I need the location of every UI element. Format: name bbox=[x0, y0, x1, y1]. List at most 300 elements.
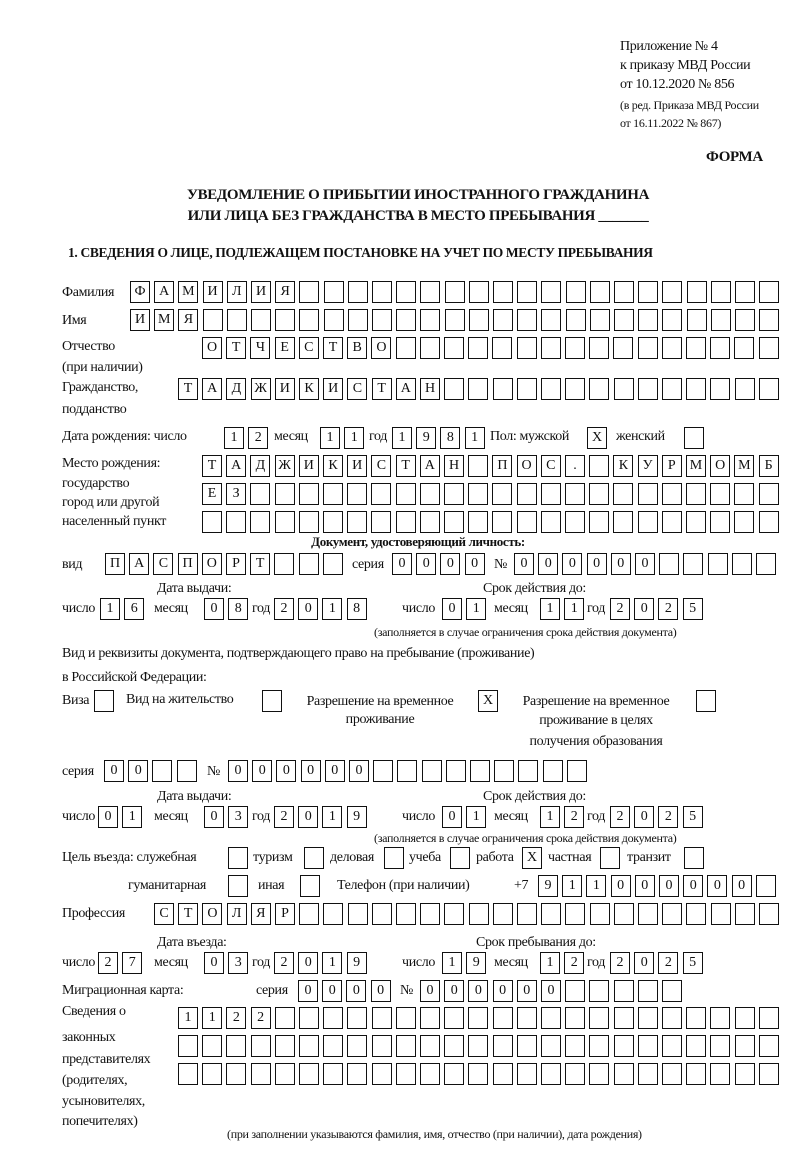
char-cell[interactable]: 2 bbox=[658, 598, 678, 620]
char-cell[interactable]: И bbox=[275, 378, 295, 400]
char-cell[interactable]: Т bbox=[178, 378, 198, 400]
char-cell[interactable]: П bbox=[105, 553, 125, 575]
char-cell[interactable] bbox=[275, 309, 295, 331]
char-cell[interactable] bbox=[541, 378, 561, 400]
char-cell[interactable] bbox=[468, 511, 488, 533]
char-cell[interactable]: Т bbox=[250, 553, 270, 575]
char-cell[interactable] bbox=[226, 1035, 246, 1057]
char-cell[interactable] bbox=[756, 553, 776, 575]
char-cell[interactable] bbox=[468, 1035, 488, 1057]
char-cell[interactable]: А bbox=[129, 553, 149, 575]
char-cell[interactable]: С bbox=[154, 903, 174, 925]
char-cell[interactable]: О bbox=[371, 337, 391, 359]
char-cell[interactable] bbox=[735, 378, 755, 400]
char-cell[interactable]: 0 bbox=[204, 806, 224, 828]
char-cell[interactable]: 0 bbox=[371, 980, 391, 1002]
char-cell[interactable] bbox=[565, 903, 585, 925]
char-cell[interactable] bbox=[734, 483, 754, 505]
char-cell[interactable] bbox=[735, 903, 755, 925]
char-cell[interactable] bbox=[251, 1035, 271, 1057]
char-cell[interactable] bbox=[420, 309, 440, 331]
char-cell[interactable] bbox=[469, 903, 489, 925]
char-cell[interactable] bbox=[323, 1063, 343, 1085]
char-cell[interactable] bbox=[686, 1035, 706, 1057]
char-cell[interactable] bbox=[638, 980, 658, 1002]
char-cell[interactable] bbox=[614, 378, 634, 400]
char-cell[interactable]: 8 bbox=[347, 598, 367, 620]
char-cell[interactable] bbox=[203, 309, 223, 331]
char-cell[interactable] bbox=[420, 511, 440, 533]
char-cell[interactable]: 2 bbox=[274, 952, 294, 974]
char-cell[interactable]: 0 bbox=[444, 980, 464, 1002]
char-cell[interactable]: 1 bbox=[122, 806, 142, 828]
char-cell[interactable]: 1 bbox=[564, 598, 584, 620]
trp-checkbox[interactable]: X bbox=[478, 690, 498, 712]
char-cell[interactable] bbox=[251, 1063, 271, 1085]
char-cell[interactable] bbox=[613, 483, 633, 505]
char-cell[interactable]: Ф bbox=[130, 281, 150, 303]
char-cell[interactable] bbox=[470, 760, 490, 782]
char-cell[interactable] bbox=[541, 337, 561, 359]
char-cell[interactable]: М bbox=[734, 455, 754, 477]
char-cell[interactable] bbox=[299, 1063, 319, 1085]
char-cell[interactable]: З bbox=[226, 483, 246, 505]
char-cell[interactable]: 0 bbox=[128, 760, 148, 782]
char-cell[interactable] bbox=[396, 309, 416, 331]
char-cell[interactable] bbox=[710, 1035, 730, 1057]
char-cell[interactable] bbox=[445, 309, 465, 331]
char-cell[interactable] bbox=[686, 1063, 706, 1085]
char-cell[interactable] bbox=[735, 1007, 755, 1029]
char-cell[interactable] bbox=[420, 1063, 440, 1085]
char-cell[interactable] bbox=[492, 511, 512, 533]
char-cell[interactable]: Б bbox=[759, 455, 779, 477]
char-cell[interactable]: А bbox=[226, 455, 246, 477]
char-cell[interactable] bbox=[444, 378, 464, 400]
char-cell[interactable] bbox=[493, 1035, 513, 1057]
char-cell[interactable] bbox=[372, 1007, 392, 1029]
char-cell[interactable] bbox=[420, 903, 440, 925]
char-cell[interactable] bbox=[686, 483, 706, 505]
char-cell[interactable] bbox=[396, 511, 416, 533]
purpose-private-checkbox[interactable] bbox=[600, 847, 620, 869]
char-cell[interactable]: Н bbox=[444, 455, 464, 477]
residence-checkbox[interactable] bbox=[262, 690, 282, 712]
char-cell[interactable] bbox=[396, 1035, 416, 1057]
char-cell[interactable] bbox=[444, 1035, 464, 1057]
char-cell[interactable] bbox=[589, 980, 609, 1002]
char-cell[interactable] bbox=[323, 1035, 343, 1057]
char-cell[interactable]: М bbox=[154, 309, 174, 331]
char-cell[interactable] bbox=[759, 511, 779, 533]
char-cell[interactable] bbox=[638, 1035, 658, 1057]
char-cell[interactable] bbox=[323, 553, 343, 575]
char-cell[interactable]: С bbox=[299, 337, 319, 359]
char-cell[interactable]: 8 bbox=[440, 427, 460, 449]
char-cell[interactable] bbox=[756, 875, 776, 897]
char-cell[interactable]: 1 bbox=[466, 598, 486, 620]
char-cell[interactable]: 2 bbox=[564, 806, 584, 828]
char-cell[interactable]: 0 bbox=[442, 598, 462, 620]
char-cell[interactable] bbox=[732, 553, 752, 575]
char-cell[interactable]: Т bbox=[396, 455, 416, 477]
char-cell[interactable]: 0 bbox=[541, 980, 561, 1002]
char-cell[interactable]: 0 bbox=[634, 952, 654, 974]
char-cell[interactable]: 9 bbox=[466, 952, 486, 974]
char-cell[interactable]: 0 bbox=[538, 553, 558, 575]
char-cell[interactable]: 9 bbox=[538, 875, 558, 897]
char-cell[interactable]: П bbox=[178, 553, 198, 575]
char-cell[interactable] bbox=[227, 309, 247, 331]
char-cell[interactable] bbox=[710, 1007, 730, 1029]
char-cell[interactable]: . bbox=[565, 455, 585, 477]
char-cell[interactable]: Т bbox=[178, 903, 198, 925]
char-cell[interactable] bbox=[565, 378, 585, 400]
char-cell[interactable] bbox=[299, 281, 319, 303]
char-cell[interactable] bbox=[299, 903, 319, 925]
char-cell[interactable] bbox=[396, 1063, 416, 1085]
char-cell[interactable] bbox=[541, 1035, 561, 1057]
char-cell[interactable] bbox=[662, 337, 682, 359]
char-cell[interactable] bbox=[589, 511, 609, 533]
char-cell[interactable] bbox=[759, 1063, 779, 1085]
char-cell[interactable] bbox=[541, 1007, 561, 1029]
char-cell[interactable]: И bbox=[299, 455, 319, 477]
char-cell[interactable]: 0 bbox=[683, 875, 703, 897]
char-cell[interactable]: 0 bbox=[468, 980, 488, 1002]
char-cell[interactable] bbox=[468, 483, 488, 505]
char-cell[interactable] bbox=[517, 337, 537, 359]
char-cell[interactable] bbox=[468, 337, 488, 359]
char-cell[interactable] bbox=[686, 378, 706, 400]
char-cell[interactable] bbox=[177, 760, 197, 782]
char-cell[interactable] bbox=[517, 483, 537, 505]
char-cell[interactable]: 0 bbox=[204, 598, 224, 620]
char-cell[interactable] bbox=[565, 483, 585, 505]
char-cell[interactable]: 0 bbox=[634, 806, 654, 828]
char-cell[interactable]: Е bbox=[275, 337, 295, 359]
char-cell[interactable] bbox=[396, 903, 416, 925]
char-cell[interactable] bbox=[686, 903, 706, 925]
char-cell[interactable]: 2 bbox=[98, 952, 118, 974]
char-cell[interactable]: Я bbox=[178, 309, 198, 331]
char-cell[interactable] bbox=[759, 1007, 779, 1029]
char-cell[interactable] bbox=[250, 511, 270, 533]
char-cell[interactable] bbox=[659, 553, 679, 575]
purpose-work-checkbox[interactable]: X bbox=[522, 847, 542, 869]
char-cell[interactable] bbox=[734, 511, 754, 533]
char-cell[interactable]: 2 bbox=[248, 427, 268, 449]
char-cell[interactable]: 2 bbox=[251, 1007, 271, 1029]
char-cell[interactable]: 0 bbox=[298, 806, 318, 828]
char-cell[interactable]: К bbox=[323, 455, 343, 477]
char-cell[interactable]: 2 bbox=[226, 1007, 246, 1029]
char-cell[interactable]: 0 bbox=[635, 553, 655, 575]
char-cell[interactable] bbox=[468, 1063, 488, 1085]
char-cell[interactable] bbox=[348, 309, 368, 331]
char-cell[interactable] bbox=[711, 903, 731, 925]
char-cell[interactable]: 0 bbox=[635, 875, 655, 897]
purpose-study-checkbox[interactable] bbox=[450, 847, 470, 869]
char-cell[interactable] bbox=[541, 483, 561, 505]
char-cell[interactable] bbox=[371, 483, 391, 505]
char-cell[interactable] bbox=[638, 378, 658, 400]
char-cell[interactable] bbox=[638, 1063, 658, 1085]
char-cell[interactable]: 9 bbox=[416, 427, 436, 449]
char-cell[interactable]: 1 bbox=[344, 427, 364, 449]
char-cell[interactable]: С bbox=[153, 553, 173, 575]
char-cell[interactable] bbox=[662, 281, 682, 303]
char-cell[interactable]: 5 bbox=[683, 952, 703, 974]
char-cell[interactable] bbox=[178, 1063, 198, 1085]
char-cell[interactable] bbox=[372, 281, 392, 303]
char-cell[interactable]: А bbox=[154, 281, 174, 303]
purpose-business-checkbox[interactable] bbox=[384, 847, 404, 869]
char-cell[interactable] bbox=[493, 281, 513, 303]
char-cell[interactable] bbox=[565, 1063, 585, 1085]
char-cell[interactable]: 0 bbox=[732, 875, 752, 897]
char-cell[interactable]: 2 bbox=[658, 952, 678, 974]
char-cell[interactable] bbox=[589, 455, 609, 477]
char-cell[interactable]: Т bbox=[202, 455, 222, 477]
char-cell[interactable]: 0 bbox=[98, 806, 118, 828]
char-cell[interactable] bbox=[348, 281, 368, 303]
char-cell[interactable] bbox=[517, 511, 537, 533]
char-cell[interactable]: 1 bbox=[586, 875, 606, 897]
char-cell[interactable]: 0 bbox=[562, 553, 582, 575]
char-cell[interactable]: С bbox=[347, 378, 367, 400]
char-cell[interactable] bbox=[590, 309, 610, 331]
char-cell[interactable] bbox=[662, 309, 682, 331]
char-cell[interactable]: 0 bbox=[420, 980, 440, 1002]
char-cell[interactable] bbox=[711, 309, 731, 331]
char-cell[interactable] bbox=[710, 1063, 730, 1085]
char-cell[interactable] bbox=[250, 483, 270, 505]
char-cell[interactable]: 0 bbox=[442, 806, 462, 828]
char-cell[interactable] bbox=[711, 281, 731, 303]
char-cell[interactable] bbox=[590, 281, 610, 303]
trpe-checkbox[interactable] bbox=[696, 690, 716, 712]
char-cell[interactable] bbox=[517, 281, 537, 303]
char-cell[interactable] bbox=[541, 903, 561, 925]
char-cell[interactable] bbox=[202, 511, 222, 533]
char-cell[interactable] bbox=[347, 483, 367, 505]
char-cell[interactable] bbox=[735, 1063, 755, 1085]
char-cell[interactable] bbox=[251, 309, 271, 331]
char-cell[interactable] bbox=[662, 378, 682, 400]
char-cell[interactable] bbox=[493, 903, 513, 925]
char-cell[interactable]: 1 bbox=[202, 1007, 222, 1029]
char-cell[interactable]: М bbox=[178, 281, 198, 303]
char-cell[interactable]: 5 bbox=[683, 806, 703, 828]
char-cell[interactable] bbox=[202, 1063, 222, 1085]
char-cell[interactable]: Ж bbox=[251, 378, 271, 400]
char-cell[interactable]: К bbox=[299, 378, 319, 400]
char-cell[interactable]: 0 bbox=[587, 553, 607, 575]
char-cell[interactable] bbox=[566, 281, 586, 303]
char-cell[interactable] bbox=[734, 337, 754, 359]
char-cell[interactable] bbox=[348, 903, 368, 925]
char-cell[interactable]: А bbox=[202, 378, 222, 400]
char-cell[interactable] bbox=[662, 903, 682, 925]
char-cell[interactable] bbox=[613, 511, 633, 533]
char-cell[interactable]: 2 bbox=[564, 952, 584, 974]
char-cell[interactable] bbox=[614, 903, 634, 925]
char-cell[interactable] bbox=[372, 1035, 392, 1057]
purpose-official-checkbox[interactable] bbox=[228, 847, 248, 869]
char-cell[interactable] bbox=[468, 455, 488, 477]
char-cell[interactable]: 3 bbox=[228, 806, 248, 828]
char-cell[interactable] bbox=[178, 1035, 198, 1057]
char-cell[interactable]: 0 bbox=[392, 553, 412, 575]
char-cell[interactable]: 2 bbox=[610, 598, 630, 620]
char-cell[interactable]: 2 bbox=[274, 806, 294, 828]
char-cell[interactable] bbox=[662, 1007, 682, 1029]
char-cell[interactable] bbox=[493, 378, 513, 400]
char-cell[interactable] bbox=[735, 309, 755, 331]
char-cell[interactable] bbox=[589, 378, 609, 400]
char-cell[interactable] bbox=[517, 1035, 537, 1057]
char-cell[interactable] bbox=[299, 483, 319, 505]
char-cell[interactable]: Р bbox=[275, 903, 295, 925]
char-cell[interactable] bbox=[275, 511, 295, 533]
char-cell[interactable] bbox=[710, 378, 730, 400]
char-cell[interactable] bbox=[299, 309, 319, 331]
char-cell[interactable] bbox=[517, 1007, 537, 1029]
char-cell[interactable] bbox=[589, 337, 609, 359]
sex-female-checkbox[interactable] bbox=[684, 427, 704, 449]
char-cell[interactable] bbox=[396, 1007, 416, 1029]
char-cell[interactable] bbox=[371, 511, 391, 533]
char-cell[interactable]: Я bbox=[251, 903, 271, 925]
char-cell[interactable]: 1 bbox=[540, 598, 560, 620]
char-cell[interactable] bbox=[759, 309, 779, 331]
char-cell[interactable] bbox=[324, 281, 344, 303]
char-cell[interactable] bbox=[420, 337, 440, 359]
char-cell[interactable]: С bbox=[371, 455, 391, 477]
char-cell[interactable] bbox=[275, 1035, 295, 1057]
char-cell[interactable] bbox=[275, 1063, 295, 1085]
char-cell[interactable] bbox=[686, 337, 706, 359]
char-cell[interactable] bbox=[614, 1035, 634, 1057]
char-cell[interactable] bbox=[492, 337, 512, 359]
char-cell[interactable] bbox=[565, 1007, 585, 1029]
char-cell[interactable] bbox=[710, 511, 730, 533]
char-cell[interactable] bbox=[614, 1063, 634, 1085]
char-cell[interactable] bbox=[638, 309, 658, 331]
char-cell[interactable]: 0 bbox=[514, 553, 534, 575]
char-cell[interactable] bbox=[759, 1035, 779, 1057]
char-cell[interactable]: Д bbox=[250, 455, 270, 477]
char-cell[interactable] bbox=[614, 281, 634, 303]
char-cell[interactable]: 2 bbox=[610, 952, 630, 974]
char-cell[interactable]: Л bbox=[227, 281, 247, 303]
char-cell[interactable] bbox=[638, 511, 658, 533]
char-cell[interactable] bbox=[517, 903, 537, 925]
char-cell[interactable] bbox=[444, 903, 464, 925]
char-cell[interactable] bbox=[638, 903, 658, 925]
char-cell[interactable]: И bbox=[323, 378, 343, 400]
char-cell[interactable]: Р bbox=[226, 553, 246, 575]
char-cell[interactable] bbox=[492, 483, 512, 505]
char-cell[interactable]: 1 bbox=[442, 952, 462, 974]
char-cell[interactable]: 3 bbox=[228, 952, 248, 974]
char-cell[interactable] bbox=[589, 1035, 609, 1057]
char-cell[interactable]: С bbox=[541, 455, 561, 477]
char-cell[interactable] bbox=[614, 980, 634, 1002]
char-cell[interactable] bbox=[323, 483, 343, 505]
char-cell[interactable]: 9 bbox=[347, 806, 367, 828]
purpose-other-checkbox[interactable] bbox=[300, 875, 320, 897]
char-cell[interactable]: Р bbox=[662, 455, 682, 477]
char-cell[interactable] bbox=[589, 483, 609, 505]
char-cell[interactable] bbox=[687, 281, 707, 303]
char-cell[interactable] bbox=[299, 511, 319, 533]
char-cell[interactable] bbox=[710, 483, 730, 505]
char-cell[interactable] bbox=[759, 483, 779, 505]
char-cell[interactable]: В bbox=[347, 337, 367, 359]
char-cell[interactable] bbox=[347, 511, 367, 533]
char-cell[interactable]: 0 bbox=[228, 760, 248, 782]
char-cell[interactable]: 2 bbox=[658, 806, 678, 828]
char-cell[interactable]: И bbox=[203, 281, 223, 303]
char-cell[interactable] bbox=[735, 281, 755, 303]
char-cell[interactable]: 0 bbox=[204, 952, 224, 974]
char-cell[interactable] bbox=[517, 309, 537, 331]
char-cell[interactable]: И bbox=[130, 309, 150, 331]
char-cell[interactable]: 0 bbox=[298, 980, 318, 1002]
char-cell[interactable] bbox=[567, 760, 587, 782]
char-cell[interactable]: 0 bbox=[325, 760, 345, 782]
char-cell[interactable]: 0 bbox=[322, 980, 342, 1002]
char-cell[interactable] bbox=[469, 309, 489, 331]
char-cell[interactable] bbox=[420, 281, 440, 303]
char-cell[interactable] bbox=[614, 309, 634, 331]
char-cell[interactable]: П bbox=[492, 455, 512, 477]
char-cell[interactable] bbox=[735, 1035, 755, 1057]
char-cell[interactable] bbox=[759, 337, 779, 359]
char-cell[interactable] bbox=[372, 903, 392, 925]
char-cell[interactable]: 0 bbox=[707, 875, 727, 897]
char-cell[interactable]: 1 bbox=[465, 427, 485, 449]
char-cell[interactable] bbox=[662, 483, 682, 505]
char-cell[interactable]: 0 bbox=[659, 875, 679, 897]
char-cell[interactable] bbox=[759, 903, 779, 925]
char-cell[interactable]: 1 bbox=[322, 952, 342, 974]
char-cell[interactable]: 1 bbox=[322, 598, 342, 620]
char-cell[interactable] bbox=[541, 281, 561, 303]
char-cell[interactable]: 0 bbox=[493, 980, 513, 1002]
char-cell[interactable] bbox=[422, 760, 442, 782]
char-cell[interactable] bbox=[589, 1063, 609, 1085]
char-cell[interactable]: О bbox=[517, 455, 537, 477]
char-cell[interactable]: М bbox=[686, 455, 706, 477]
char-cell[interactable]: О bbox=[202, 553, 222, 575]
char-cell[interactable]: И bbox=[347, 455, 367, 477]
char-cell[interactable] bbox=[444, 337, 464, 359]
char-cell[interactable]: 2 bbox=[610, 806, 630, 828]
char-cell[interactable] bbox=[347, 1035, 367, 1057]
char-cell[interactable]: 1 bbox=[178, 1007, 198, 1029]
char-cell[interactable]: 1 bbox=[322, 806, 342, 828]
char-cell[interactable] bbox=[493, 1007, 513, 1029]
char-cell[interactable] bbox=[493, 309, 513, 331]
visa-checkbox[interactable] bbox=[94, 690, 114, 712]
char-cell[interactable]: 8 bbox=[228, 598, 248, 620]
char-cell[interactable] bbox=[275, 1007, 295, 1029]
char-cell[interactable] bbox=[710, 337, 730, 359]
char-cell[interactable] bbox=[565, 511, 585, 533]
